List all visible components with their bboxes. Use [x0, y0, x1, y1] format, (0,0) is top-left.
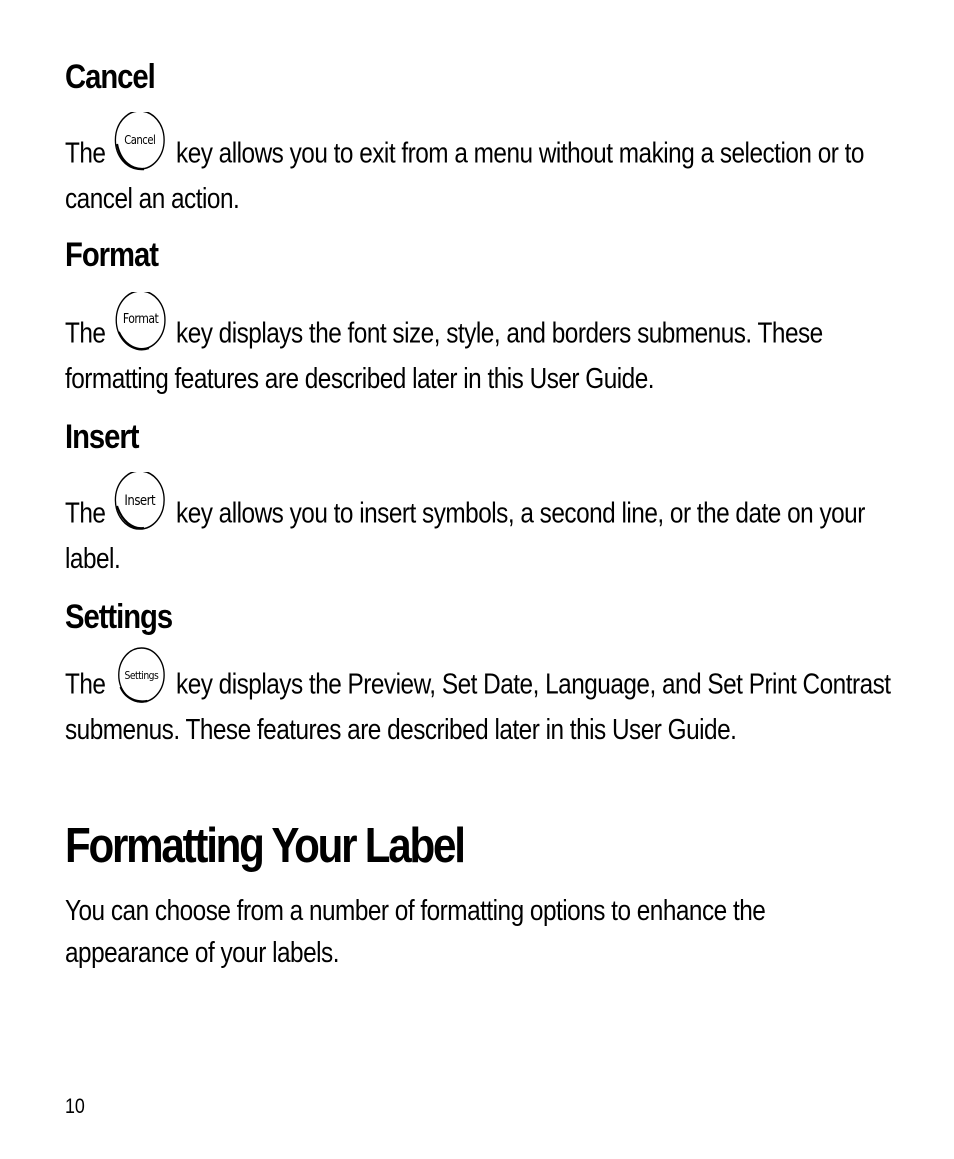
settings-key-label: Settings [124, 670, 159, 683]
insert-heading: Insert [65, 418, 139, 456]
settings-heading: Settings [65, 598, 173, 636]
format-pre-text: The [65, 317, 106, 350]
insert-paragraph [65, 492, 895, 580]
format-body-text: key displays the font size, style, and borders submenus. These formatting features are described later in this User Guide. [65, 317, 823, 395]
cancel-paragraph [65, 132, 895, 220]
cancel-key-icon [114, 112, 168, 172]
format-paragraph [65, 312, 895, 400]
cancel-body-text: key allows you to exit from a menu without making a selection or to cancel an action. [65, 137, 864, 215]
cancel-pre-text: The [65, 137, 106, 170]
cancel-key-label: Cancel [124, 133, 156, 148]
format-heading: Format [65, 236, 158, 274]
format-key-label: Format [123, 311, 159, 327]
insert-key-label: Insert [124, 493, 156, 510]
formatting-intro-paragraph: You can choose from a number of formatting options to enhance the appearance of your labels. [65, 895, 766, 969]
cancel-heading: Cancel [65, 58, 155, 96]
formatting-your-label-heading: Formatting Your Label [65, 819, 464, 873]
insert-body-text: key allows you to insert symbols, a second line, or the date on your label. [65, 497, 865, 575]
settings-body-text: key displays the Preview, Set Date, Language, and Set Print Contrast submenus. These features are described later in this User Guide. [65, 668, 891, 746]
insert-pre-text: The [65, 497, 106, 530]
page-number: 10 [65, 1095, 85, 1118]
insert-key-icon [114, 472, 168, 532]
settings-paragraph [65, 663, 895, 751]
settings-pre-text: The [65, 668, 106, 701]
format-key-icon [114, 292, 168, 352]
settings-key-icon [114, 643, 168, 703]
